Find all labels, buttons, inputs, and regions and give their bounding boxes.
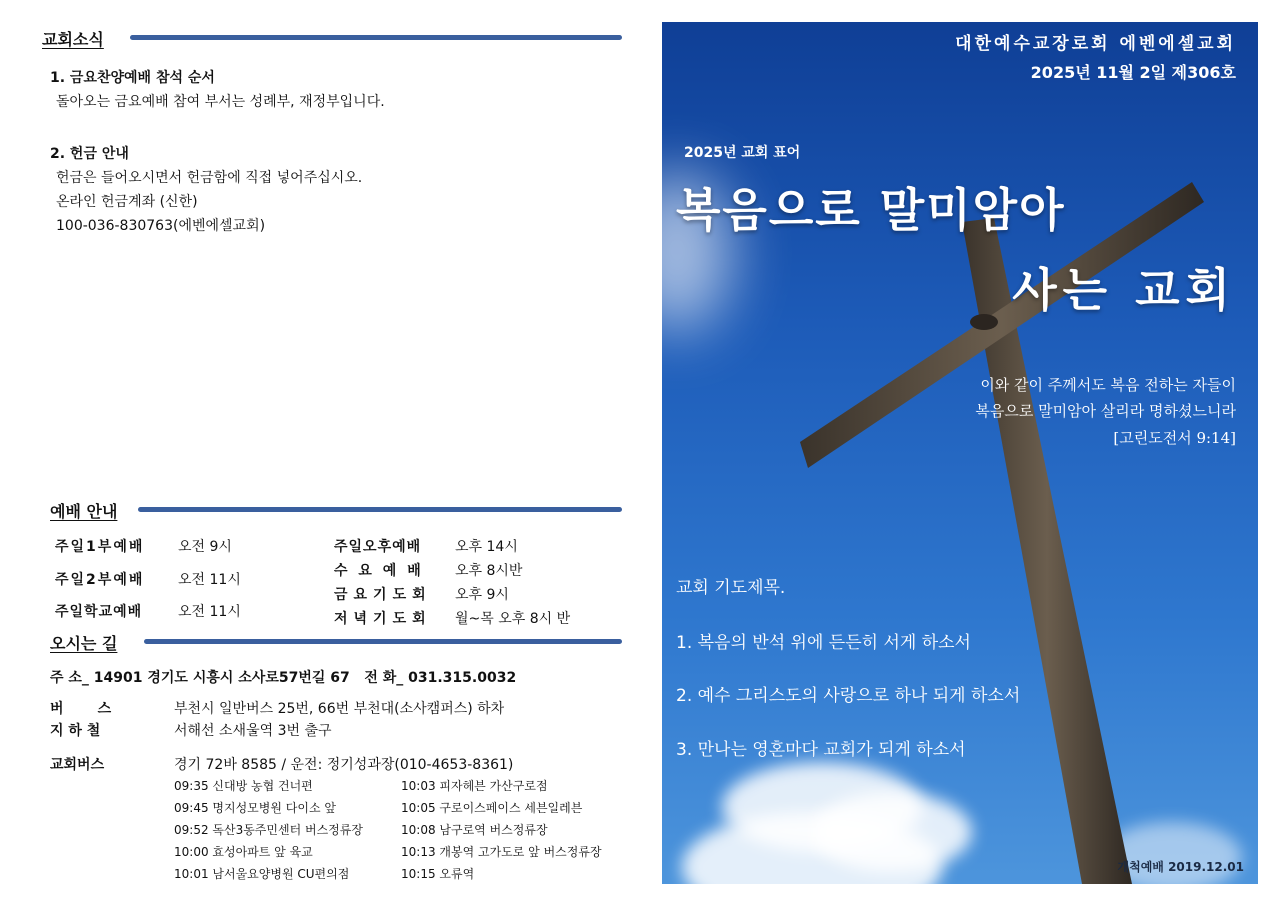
worship-service-name: 주일1부예배 [55,539,145,555]
news-item2-line: 헌금은 들어오시면서 헌금함에 직접 넣어주십시오. [56,170,363,186]
directions-bus-text: 부천시 일반버스 25번, 66번 부천대(소사캠퍼스) 하차 [174,701,505,717]
worship-service-name: 주일학교예배 [55,604,143,620]
news-item2-account: 100-036-830763(에벤에셀교회) [56,218,266,234]
worship-service-time: 오전 9시 [178,539,232,555]
directions-church-bus-info: 경기 72바 8585 / 운전: 정기성과장(010-4653-8361) [174,757,514,773]
worship-service-time: 오후 14시 [455,539,518,555]
bus-stop-item: 09:52 독산3동주민센터 버스정류장 [174,823,363,837]
news-item1-text: 돌아오는 금요예배 참여 부서는 성례부, 재정부입니다. [56,94,385,110]
motto-label: 2025년 교회 표어 [684,145,801,161]
directions-church-bus-label: 교회버스 [50,757,105,773]
news-item2-line: 온라인 헌금계좌 (신한) [56,194,198,210]
worship-service-name: 주일2부예배 [55,572,145,588]
worship-service-time: 오후 8시반 [455,563,523,579]
worship-section-rule [138,507,622,512]
news-item1-title: 1. 금요찬양예배 참석 순서 [50,70,215,86]
worship-service-time: 오후 9시 [455,587,509,603]
prayer-item: 3. 만나는 영혼마다 교회가 되게 하소서 [676,740,966,760]
prayer-item: 1. 복음의 반석 위에 든든히 서게 하소서 [676,633,971,653]
founding-date: 개척예배 2019.12.01 [1117,860,1244,874]
motto-line2: 사는 교회 [1012,263,1236,317]
bus-stop-item: 10:13 개봉역 고가도로 앞 버스정류장 [401,845,602,859]
worship-service-name: 수 요 예 배 [334,563,424,579]
verse-reference: [고린도전서 9:14] [1113,429,1236,447]
worship-section-title: 예배 안내 [50,502,118,521]
verse-line: 복음으로 말미암아 살리라 명하셨느니라 [975,402,1236,420]
cover-panel [662,22,1258,884]
directions-subway-text: 서해선 소새울역 3번 출구 [174,723,332,739]
issue-date: 2025년 11월 2일 제306호 [1030,63,1236,82]
bus-stop-item: 10:05 구로이스페이스 세븐일레븐 [401,801,583,815]
directions-subway-label: 지 하 철 [50,723,101,739]
motto-line1: 복음으로 말미암아 [676,183,1066,237]
bus-stop-item: 09:45 명지성모병원 다이소 앞 [174,801,336,815]
worship-service-time: 월~목 오후 8시 반 [455,611,571,627]
worship-service-name: 주일오후예배 [334,539,422,555]
news-item2-title: 2. 헌금 안내 [50,146,129,162]
verse-line: 이와 같이 주께서도 복음 전하는 자들이 [980,376,1236,394]
bus-stop-item: 10:15 오류역 [401,867,475,881]
directions-section-title: 오시는 길 [50,634,118,653]
directions-bus-label: 버 스 [50,701,112,717]
directions-section-rule [144,639,622,644]
bus-stop-item: 10:03 피자헤븐 가산구로점 [401,779,548,793]
bus-stop-item: 09:35 신대방 농협 건너편 [174,779,313,793]
worship-service-name: 금요기도회 [334,587,432,603]
bus-stop-item: 10:00 효성아파트 앞 육교 [174,845,313,859]
bus-stop-item: 10:08 남구로역 버스정류장 [401,823,548,837]
worship-service-name: 저녁기도회 [334,611,432,627]
prayer-title: 교회 기도제목. [676,578,786,598]
cross-knot [970,314,998,330]
directions-address: 주 소_ 14901 경기도 시흥시 소사로57번길 67 전 화_ 031.315.0032 [50,670,517,686]
worship-service-time: 오전 11시 [178,572,241,588]
worship-service-time: 오전 11시 [178,604,241,620]
news-section-rule [130,35,622,40]
prayer-item: 2. 예수 그리스도의 사랑으로 하나 되게 하소서 [676,686,1021,706]
news-section-title: 교회소식 [42,30,104,49]
bus-stop-item: 10:01 남서울요양병원 CU편의점 [174,867,350,881]
church-name: 대한예수교장로회 에벤에셀교회 [955,34,1236,54]
